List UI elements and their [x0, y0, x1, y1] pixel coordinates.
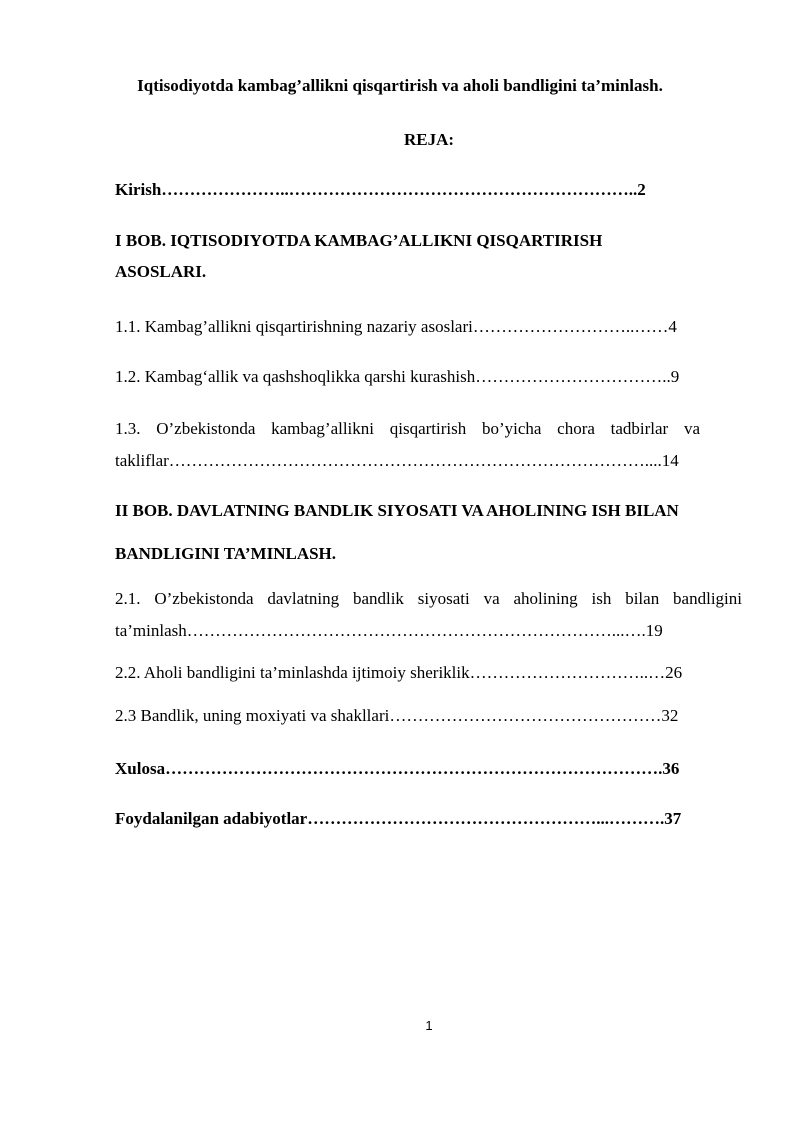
- toc-entry-1-1: 1.1. Kambag’allikni qisqartirishning nazariy asoslari………………………..……4: [115, 317, 677, 336]
- toc-entry-2-3: 2.3 Bandlik, uning moxiyati va shakllari…………………………………………32: [115, 706, 679, 725]
- toc-entry-2-1: 2.1. O’zbekistonda davlatning bandlik siyosati va aholining ish bilan bandligini: [115, 589, 742, 608]
- toc-chapter1-title: I BOB. IQTISODIYOTDA KAMBAG’ALLIKNI QISQARTIRISH: [115, 231, 603, 250]
- toc-chapter1-title-cont: ASOSLARI.: [115, 262, 207, 281]
- document-title: Iqtisodiyotda kambag’allikni qisqartirish va aholi bandligini ta’minlash.: [137, 76, 663, 95]
- plan-heading: REJA:: [403, 130, 455, 149]
- toc-entry-kirish: Kirish…………………..……………………………………………………..2: [115, 180, 646, 199]
- toc-entry-adabiyotlar: Foydalanilgan adabiyotlar……………………………………………...……….37: [115, 809, 682, 828]
- toc-entry-2-2: 2.2. Aholi bandligini ta’minlashda ijtimoiy sheriklik…………………………..…26: [115, 663, 683, 682]
- page-number: 1: [425, 1018, 433, 1033]
- toc-entry-2-1-cont: ta’minlash…………………………………………………………………...….19: [115, 621, 663, 640]
- toc-entry-1-3-cont: takliflar…………………………………………………………………………....14: [115, 451, 679, 470]
- toc-chapter2-title-cont: BANDLIGINI TA’MINLASH.: [115, 544, 337, 563]
- toc-entry-1-2: 1.2. Kambag‘allik va qashshoqlikka qarshi kurashish……………………………..9: [115, 367, 680, 386]
- toc-entry-1-3: 1.3. O’zbekistonda kambag’allikni qisqartirish bo’yicha chora tadbirlar va: [115, 419, 700, 438]
- toc-entry-xulosa: Xulosa…………………………………………………………………………….36: [115, 759, 680, 778]
- toc-chapter2-title: II BOB. DAVLATNING BANDLIK SIYOSATI VA AHOLINING ISH BILAN: [115, 501, 679, 520]
